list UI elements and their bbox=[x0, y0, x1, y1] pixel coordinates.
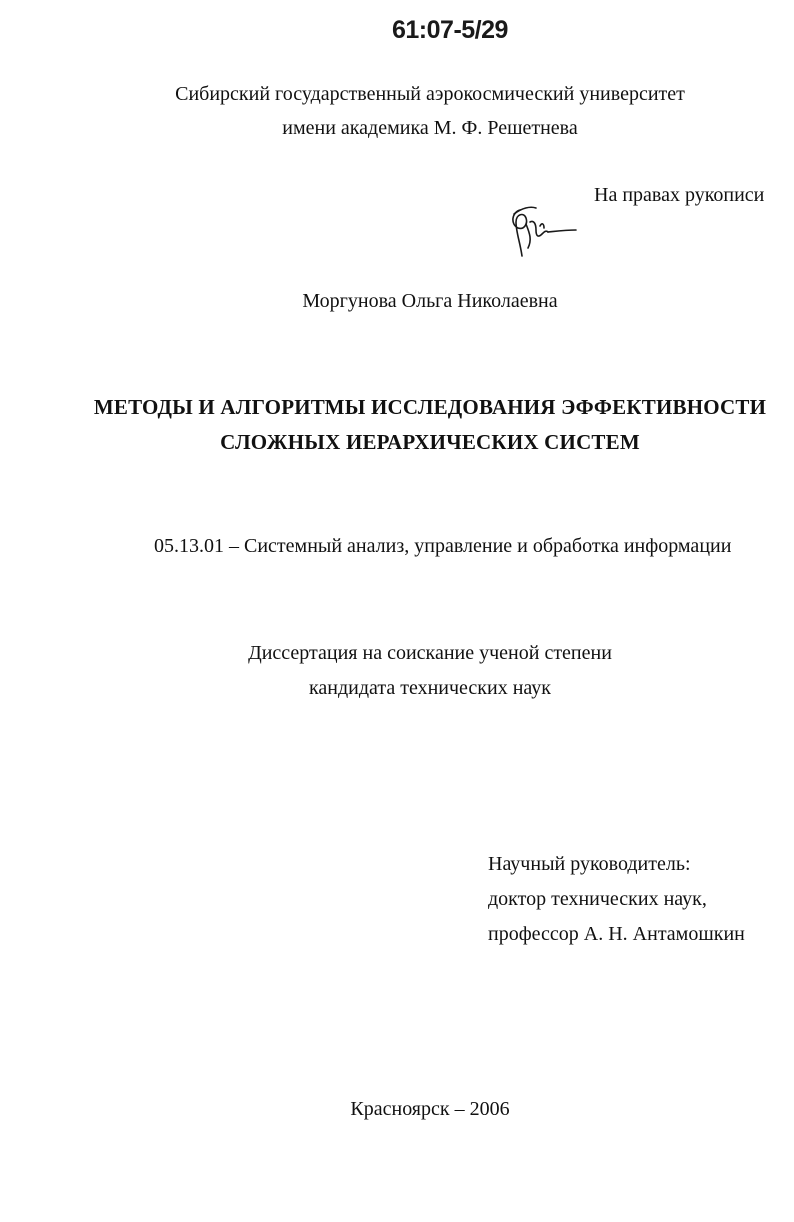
author-name: Моргунова Ольга Николаевна bbox=[302, 290, 558, 312]
specialty-code: 05.13.01 – Системный анализ, управление и обработка информации bbox=[154, 535, 732, 557]
dissertation-degree-line1: Диссертация на соискание ученой степени bbox=[248, 642, 612, 664]
advisor-degree: доктор технических наук, bbox=[488, 888, 707, 910]
city-year: Красноярск – 2006 bbox=[350, 1098, 510, 1120]
manuscript-rights-note: На правах рукописи bbox=[594, 184, 765, 206]
university-name-line2: имени академика М. Ф. Решетнева bbox=[282, 117, 578, 139]
dissertation-title-line2: СЛОЖНЫХ ИЕРАРХИЧЕСКИХ СИСТЕМ bbox=[220, 430, 640, 454]
advisor-name: профессор А. Н. Антамошкин bbox=[488, 923, 745, 945]
dissertation-degree-line2: кандидата технических наук bbox=[308, 677, 552, 699]
dissertation-title-line1: МЕТОДЫ И АЛГОРИТМЫ ИССЛЕДОВАНИЯ ЭФФЕКТИВНОСТИ bbox=[93, 395, 767, 419]
advisor-label: Научный руководитель: bbox=[488, 853, 691, 875]
handwritten-signature bbox=[506, 200, 578, 262]
library-stamp-code: 61:07-5/29 bbox=[392, 16, 508, 44]
university-name-line1: Сибирский государственный аэрокосмический университет bbox=[175, 83, 685, 105]
